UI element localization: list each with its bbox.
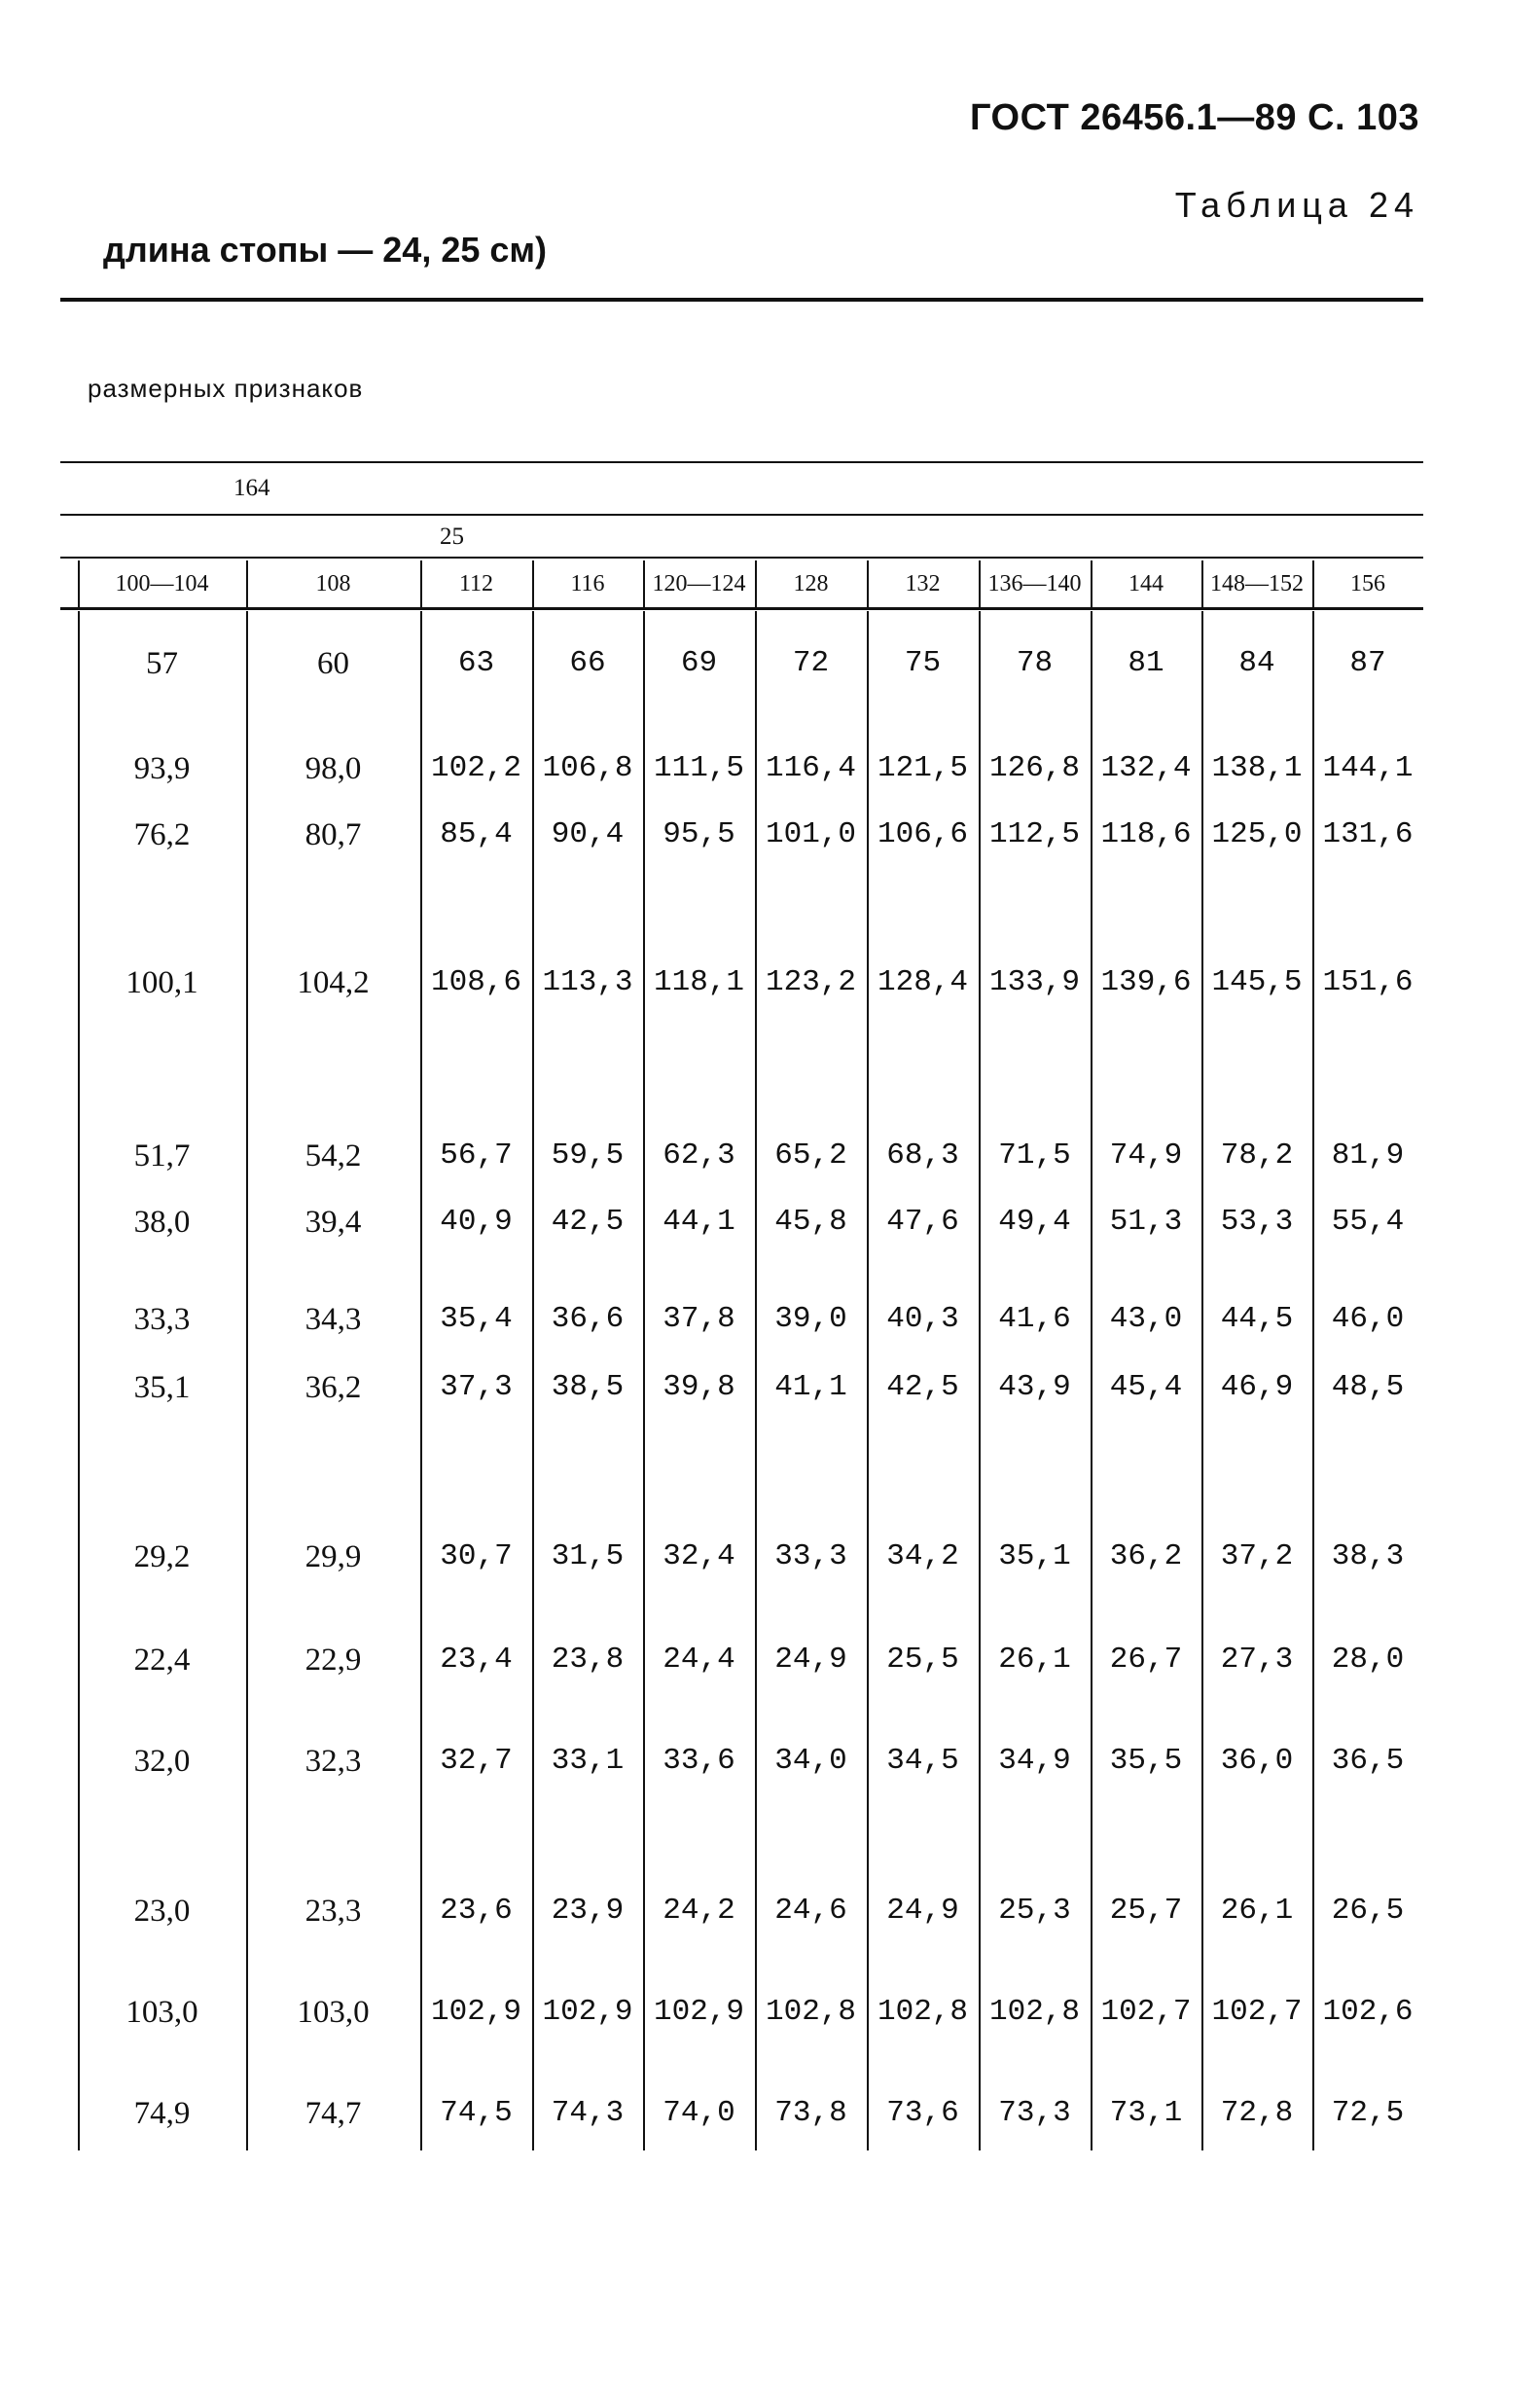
height-group-line <box>60 514 1423 516</box>
table-cell: 27,3 <box>1220 1643 1294 1677</box>
table-cell: 40,9 <box>440 1205 513 1239</box>
table-cell: 62,3 <box>663 1138 735 1173</box>
table-cell: 116,4 <box>765 751 856 785</box>
table-cell: 33,3 <box>133 1302 191 1337</box>
top-rule <box>60 298 1423 302</box>
table-cell: 24,9 <box>886 1894 959 1928</box>
table-cell: 22,4 <box>133 1643 191 1678</box>
table-cell: 23,4 <box>440 1643 513 1677</box>
table-cell: 48,5 <box>1331 1370 1405 1404</box>
column-header-divider <box>420 560 422 607</box>
table-cell: 102,8 <box>877 1995 968 2029</box>
table-cell: 53,3 <box>1220 1205 1294 1239</box>
table-cell: 38,0 <box>133 1205 191 1240</box>
table-cell: 72,8 <box>1220 2096 1294 2130</box>
table-cell: 75 <box>904 646 942 680</box>
table-cell: 87 <box>1349 646 1386 680</box>
column-header-divider <box>867 560 869 607</box>
column-header-divider <box>1312 560 1314 607</box>
table-cell: 73,8 <box>774 2096 847 2130</box>
table-cell: 35,4 <box>440 1302 513 1336</box>
table-cell: 34,2 <box>886 1539 959 1573</box>
table-cell: 33,6 <box>663 1744 735 1778</box>
table-cell: 112,5 <box>988 817 1080 851</box>
column-header: 156 <box>1350 571 1385 596</box>
continued-title: длина стопы — 24, 25 см) <box>103 230 548 270</box>
table-cell: 103,0 <box>125 1995 198 2030</box>
table-cell: 23,6 <box>440 1894 513 1928</box>
column-header-divider <box>1201 560 1203 607</box>
column-header: 112 <box>458 571 494 596</box>
table-cell: 32,0 <box>133 1744 191 1779</box>
table-cell: 26,5 <box>1331 1894 1405 1928</box>
table-cell: 35,1 <box>133 1370 191 1405</box>
table-cell: 37,2 <box>1220 1539 1294 1573</box>
table-cell: 101,0 <box>765 817 856 851</box>
table-cell: 35,1 <box>998 1539 1071 1573</box>
table-cell: 151,6 <box>1322 965 1414 999</box>
table-cell: 51,3 <box>1109 1205 1183 1239</box>
table-cell: 41,6 <box>998 1302 1071 1336</box>
table-cell: 22,9 <box>304 1643 362 1678</box>
table-cell: 93,9 <box>133 751 191 786</box>
table-cell: 24,6 <box>774 1894 847 1928</box>
height-group-label: 164 <box>233 475 270 501</box>
column-header-divider <box>643 560 645 607</box>
table-cell: 111,5 <box>653 751 744 785</box>
table-cell: 36,2 <box>1109 1539 1183 1573</box>
table-number-label: Таблица 24 <box>1174 185 1419 225</box>
table-cell: 26,7 <box>1109 1643 1183 1677</box>
table-cell: 54,2 <box>304 1138 362 1174</box>
table-cell: 73,6 <box>886 2096 959 2130</box>
column-header: 132 <box>905 571 941 596</box>
table-cell: 46,0 <box>1331 1302 1405 1336</box>
table-cell: 63 <box>457 646 495 680</box>
table-cell: 68,3 <box>886 1138 959 1173</box>
table-cell: 73,3 <box>998 2096 1071 2130</box>
column-header-divider <box>1091 560 1092 607</box>
table-cell: 102,7 <box>1100 1995 1192 2029</box>
column-header: 148—152 <box>1210 571 1304 596</box>
table-cell: 38,3 <box>1331 1539 1405 1573</box>
table-cell: 56,7 <box>440 1138 513 1173</box>
table-cell: 145,5 <box>1211 965 1303 999</box>
table-cell: 44,5 <box>1220 1302 1294 1336</box>
table-cell: 33,1 <box>551 1744 625 1778</box>
table-cell: 46,9 <box>1220 1370 1294 1404</box>
table-cell: 39,0 <box>774 1302 847 1336</box>
table-cell: 41,1 <box>774 1370 847 1404</box>
table-cell: 51,7 <box>133 1138 191 1174</box>
table-cell: 74,0 <box>663 2096 735 2130</box>
column-header-divider <box>979 560 981 607</box>
table-cell: 78 <box>1016 646 1054 680</box>
table-cell: 108,6 <box>430 965 521 999</box>
table-cell: 102,8 <box>988 1995 1080 2029</box>
table-cell: 37,8 <box>663 1302 735 1336</box>
table-cell: 26,1 <box>1220 1894 1294 1928</box>
table-cell: 36,2 <box>304 1370 362 1405</box>
table-cell: 103,0 <box>297 1995 370 2030</box>
table-cell: 81,9 <box>1331 1138 1405 1173</box>
table-cell: 32,3 <box>304 1744 362 1779</box>
column-header: 116 <box>570 571 605 596</box>
table-cell: 44,1 <box>663 1205 735 1239</box>
table-cell: 98,0 <box>304 751 362 786</box>
table-cell: 26,1 <box>998 1643 1071 1677</box>
table-cell: 55,4 <box>1331 1205 1405 1239</box>
table-cell: 74,9 <box>133 2096 191 2131</box>
column-header-divider <box>246 560 248 607</box>
foot-length-label: 25 <box>440 524 464 550</box>
table-cell: 42,5 <box>551 1205 625 1239</box>
table-cell: 37,3 <box>440 1370 513 1404</box>
column-header: 100—104 <box>115 571 209 596</box>
table-cell: 118,1 <box>653 965 744 999</box>
table-cell: 28,0 <box>1331 1643 1405 1677</box>
table-cell: 123,2 <box>765 965 856 999</box>
table-cell: 74,7 <box>304 2096 362 2131</box>
table-cell: 34,0 <box>774 1744 847 1778</box>
table-cell: 24,9 <box>774 1643 847 1677</box>
table-cell: 43,0 <box>1109 1302 1183 1336</box>
column-header: 144 <box>1128 571 1164 596</box>
table-cell: 133,9 <box>988 965 1080 999</box>
table-cell: 38,5 <box>551 1370 625 1404</box>
table-cell: 74,5 <box>440 2096 513 2130</box>
table-cell: 102,7 <box>1211 1995 1303 2029</box>
table-cell: 47,6 <box>886 1205 959 1239</box>
column-header: 136—140 <box>987 571 1082 596</box>
table-cell: 36,5 <box>1331 1744 1405 1778</box>
column-header-divider <box>755 560 757 607</box>
table-cell: 102,9 <box>653 1995 744 2029</box>
table-cell: 57 <box>146 646 178 681</box>
table-cell: 29,2 <box>133 1539 191 1574</box>
table-cell: 40,3 <box>886 1302 959 1336</box>
column-header: 108 <box>315 571 351 596</box>
table-cell: 102,9 <box>430 1995 521 2029</box>
table-cell: 106,6 <box>877 817 968 851</box>
table-cell: 106,8 <box>542 751 633 785</box>
table-cell: 144,1 <box>1322 751 1414 785</box>
table-cell: 102,6 <box>1322 1995 1414 2029</box>
table-cell: 35,5 <box>1109 1744 1183 1778</box>
table-cell: 65,2 <box>774 1138 847 1173</box>
table-cell: 32,4 <box>663 1539 735 1573</box>
table-cell: 25,5 <box>886 1643 959 1677</box>
table-cell: 100,1 <box>125 965 198 1000</box>
column-header: 120—124 <box>652 571 746 596</box>
table-cell: 42,5 <box>886 1370 959 1404</box>
table-cell: 72 <box>792 646 830 680</box>
table-cell: 81 <box>1128 646 1164 680</box>
table-cell: 74,3 <box>551 2096 625 2130</box>
table-cell: 29,9 <box>304 1539 362 1574</box>
table-subheading: размерных признаков <box>88 374 364 403</box>
column-header: 128 <box>793 571 829 596</box>
table-cell: 72,5 <box>1331 2096 1405 2130</box>
table-cell: 102,8 <box>765 1995 856 2029</box>
table-cell: 34,5 <box>886 1744 959 1778</box>
table-cell: 66 <box>569 646 606 680</box>
table-cell: 36,6 <box>551 1302 625 1336</box>
table-cell: 25,7 <box>1109 1894 1183 1928</box>
table-cell: 118,6 <box>1100 817 1192 851</box>
table-cell: 104,2 <box>297 965 370 1000</box>
table-cell: 39,4 <box>304 1205 362 1240</box>
table-top-line <box>60 461 1423 463</box>
table-cell: 45,8 <box>774 1205 847 1239</box>
table-cell: 23,0 <box>133 1894 191 1929</box>
table-cell: 102,2 <box>430 751 521 785</box>
table-cell: 71,5 <box>998 1138 1071 1173</box>
table-cell: 59,5 <box>551 1138 625 1173</box>
table-cell: 24,4 <box>663 1643 735 1677</box>
table-cell: 139,6 <box>1100 965 1192 999</box>
column-header-line <box>60 607 1423 610</box>
table-cell: 125,0 <box>1211 817 1303 851</box>
table-cell: 95,5 <box>663 817 735 851</box>
table-cell: 34,3 <box>304 1302 362 1337</box>
table-cell: 138,1 <box>1211 751 1303 785</box>
table-cell: 69 <box>680 646 718 680</box>
table-cell: 74,9 <box>1109 1138 1183 1173</box>
table-cell: 131,6 <box>1322 817 1414 851</box>
table-cell: 128,4 <box>877 965 968 999</box>
table-cell: 49,4 <box>998 1205 1071 1239</box>
table-cell: 23,9 <box>551 1894 625 1928</box>
table-cell: 43,9 <box>998 1370 1071 1404</box>
table-cell: 84 <box>1238 646 1275 680</box>
table-cell: 45,4 <box>1109 1370 1183 1404</box>
table-cell: 60 <box>317 646 349 681</box>
table-cell: 23,8 <box>551 1643 625 1677</box>
table-cell: 132,4 <box>1100 751 1192 785</box>
table-cell: 90,4 <box>551 817 625 851</box>
table-cell: 36,0 <box>1220 1744 1294 1778</box>
table-cell: 39,8 <box>663 1370 735 1404</box>
foot-group-line <box>60 557 1423 559</box>
column-header-divider <box>78 560 80 607</box>
table-cell: 126,8 <box>988 751 1080 785</box>
table-cell: 113,3 <box>542 965 633 999</box>
table-cell: 33,3 <box>774 1539 847 1573</box>
table-cell: 102,9 <box>542 1995 633 2029</box>
table-cell: 85,4 <box>440 817 513 851</box>
column-header-divider <box>532 560 534 607</box>
table-cell: 32,7 <box>440 1744 513 1778</box>
table-cell: 76,2 <box>133 817 191 852</box>
table-cell: 80,7 <box>304 817 362 852</box>
table-cell: 31,5 <box>551 1539 625 1573</box>
table-cell: 73,1 <box>1109 2096 1183 2130</box>
table-cell: 30,7 <box>440 1539 513 1573</box>
table-cell: 121,5 <box>877 751 968 785</box>
table-cell: 24,2 <box>663 1894 735 1928</box>
table-cell: 78,2 <box>1220 1138 1294 1173</box>
standard-header: ГОСТ 26456.1—89 С. 103 <box>969 97 1419 138</box>
table-cell: 23,3 <box>304 1894 362 1929</box>
table-cell: 25,3 <box>998 1894 1071 1928</box>
table-cell: 34,9 <box>998 1744 1071 1778</box>
